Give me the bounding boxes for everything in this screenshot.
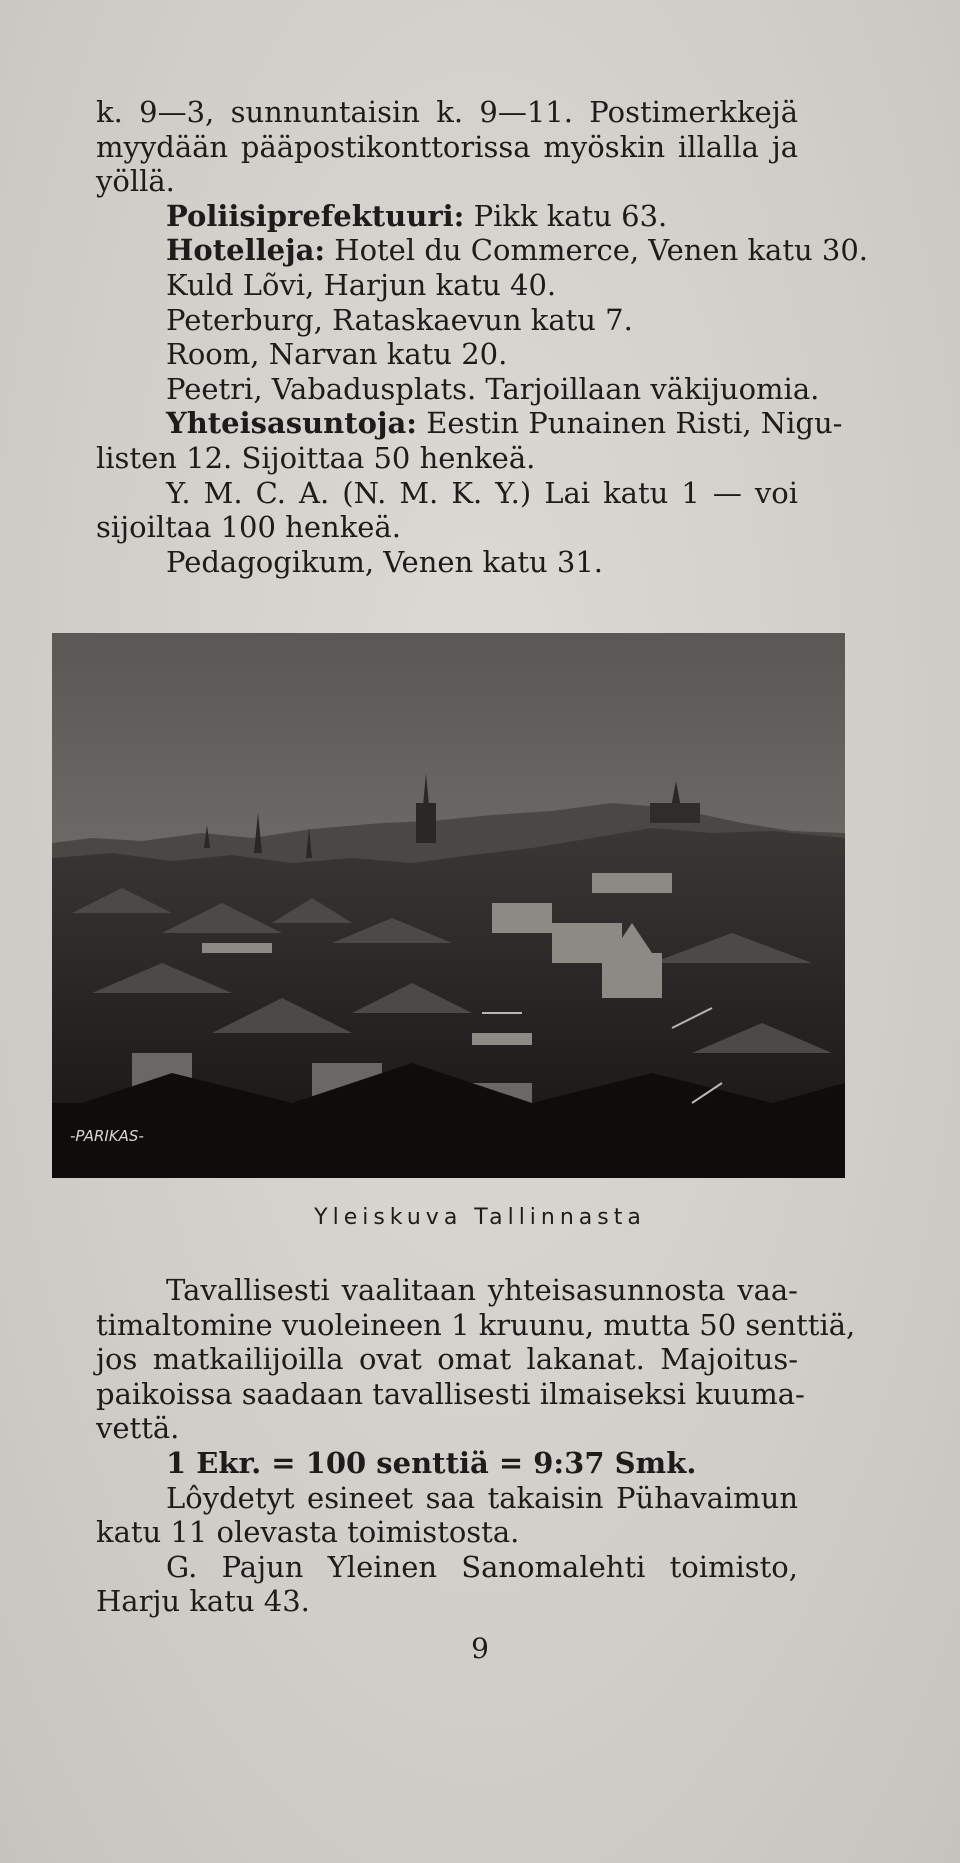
hotel-item: Room, Narvan katu 20. <box>166 337 508 372</box>
text-line: G. Pajun Yleinen Sanomalehti toimisto, <box>166 1549 798 1584</box>
hotel-item: Hotel du Commerce, Venen katu 30. <box>334 233 869 268</box>
text-line: Lôydetyt esineet saa takaisin Pühavaimun <box>166 1480 798 1515</box>
text-line: vettä. <box>96 1411 180 1446</box>
photo-illustration <box>52 633 845 1178</box>
shared-line <box>96 406 843 441</box>
text-line: katu 11 olevasta toimistosta. <box>96 1515 520 1550</box>
exchange-rate: 1 Ekr. = 100 senttiä = 9:37 Smk. <box>166 1445 697 1480</box>
tallinn-panorama-photo <box>52 633 845 1178</box>
police-label: Poliisiprefektuuri: <box>166 198 465 233</box>
page-number: 9 <box>471 1632 489 1665</box>
hotels-label: Hotelleja: <box>166 233 326 268</box>
text-line: listen 12. Sijoittaa 50 henkeä. <box>96 440 536 475</box>
hotel-item: Peterburg, Rataskaevun katu 7. <box>166 302 633 337</box>
shared-text: Eestin Punainen Risti, Nigu- <box>426 406 843 441</box>
hotel-item: Peetri, Vabadusplats. Tarjoillaan väkijuomia. <box>166 371 820 406</box>
text-line: jos matkailijoilla ovat omat lakanat. Majoitus- <box>96 1342 798 1377</box>
photographer-signature: -PARIKAS- <box>70 1127 144 1145</box>
shared-label: Yhteisasuntoja: <box>166 406 417 441</box>
text-line: sijoiltaa 100 henkeä. <box>96 510 401 545</box>
top-text-block <box>96 95 869 579</box>
hotel-item: Kuld Lõvi, Harjun katu 40. <box>166 267 557 302</box>
text-line: myydään pääpostikonttorissa myöskin illalla ja <box>96 129 798 164</box>
text-line: Pedagogikum, Venen katu 31. <box>166 544 603 579</box>
text-line: Tavallisesti vaalitaan yhteisasunnosta vaa- <box>166 1273 798 1307</box>
photo-caption: Yleiskuva Tallinnasta <box>314 1205 646 1230</box>
text-line: k. 9—3, sunnuntaisin k. 9—11. Postimerkkejä <box>96 95 798 129</box>
text-line: timaltomine vuoleineen 1 kruunu, mutta 50 senttiä, <box>96 1307 856 1342</box>
police-line <box>96 199 798 234</box>
bottom-text-block <box>96 1273 856 1619</box>
hotels-line <box>96 233 869 268</box>
text-line: Y. M. C. A. (N. M. K. Y.) Lai katu 1 — voi <box>166 475 798 510</box>
police-text: Pikk katu 63. <box>473 198 668 233</box>
text-line: paikoissa saadaan tavallisesti ilmaiseksi kuuma- <box>96 1376 805 1411</box>
text-line: yöllä. <box>96 164 175 199</box>
text-line: Harju katu 43. <box>96 1584 310 1619</box>
